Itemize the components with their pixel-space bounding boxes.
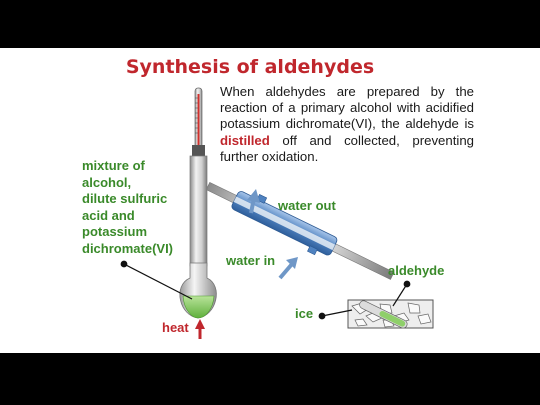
- aldehyde-pointer-dot: [404, 281, 410, 287]
- mixture-label: [82, 158, 173, 257]
- mixture-label-line: acid and: [82, 207, 135, 223]
- heat-arrow-icon: [195, 319, 205, 339]
- mixture-label-line: potassium: [82, 224, 148, 239]
- distillation-apparatus-diagram: [0, 48, 540, 353]
- description-part-1: When aldehydes are prepared by the reaction of a primary alcohol with acidified potassium dichromate(VI), the aldehyde is: [220, 84, 474, 132]
- stopper: [192, 145, 205, 157]
- flask-neck: [190, 156, 207, 266]
- mixture-pointer-line: [124, 264, 192, 299]
- mixture-label-line: mixture of: [82, 158, 145, 173]
- mixture-label-line: alcohol,: [82, 174, 132, 190]
- distillation-flask: [180, 156, 217, 318]
- slide: [0, 48, 540, 353]
- liebig-condenser: [201, 173, 398, 290]
- aldehyde-label: aldehyde: [388, 263, 445, 278]
- ice-label: ice: [295, 306, 314, 321]
- description-part-2: off and collected, preventing further oxidation.: [220, 132, 474, 164]
- mixture-label-line: dilute sulfuric: [82, 191, 168, 206]
- heat-label: heat: [162, 320, 189, 335]
- water-in-label: water in: [226, 253, 276, 268]
- water-out-label: water out: [278, 198, 336, 213]
- slide-title: Synthesis of aldehydes: [125, 56, 375, 78]
- ice-pointer-dot: [319, 313, 325, 319]
- mixture-label-line: dichromate(VI): [82, 240, 174, 256]
- reaction-mixture-liquid: [183, 296, 214, 318]
- water-in-arrow-icon: [280, 257, 298, 278]
- description-highlight: distilled: [220, 132, 270, 148]
- mixture-pointer-dot: [121, 261, 127, 267]
